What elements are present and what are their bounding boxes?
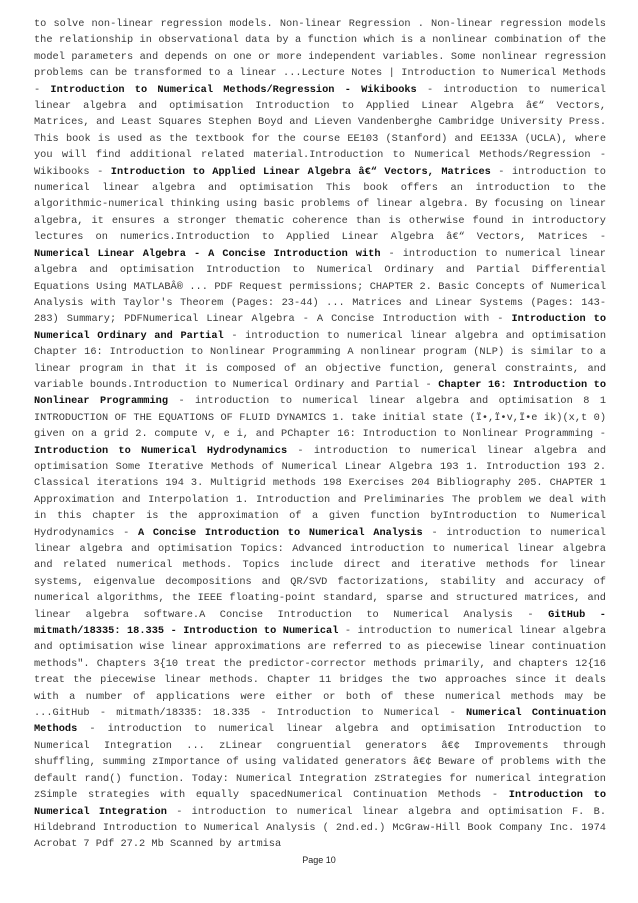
bold-heading-link: Numerical Linear Algebra - A Concise Introduction with <box>34 247 381 260</box>
bold-heading-link: Chapter 16: Introduction to Nonlinear Programming <box>34 378 606 408</box>
body-text: - introduction to numerical linear algebra and optimisation Some Iterative Methods of Numerical Linear Algebra 193 1. Introduction 193 2. Classical iterations 194 3. Multigrid methods 198 Exercises 204 Bibliography 205. CHAPTER 1 Approximation and Interpolation 1. Introduction and Preliminaries The problem we deal with in this chapter is the approximation of a given function byIntroduction to Numerical Hydrodynamics - <box>34 444 606 539</box>
bold-heading-link: A Concise Introduction to Numerical Analysis <box>138 526 423 539</box>
bold-heading-link: Introduction to Numerical Integration <box>34 789 606 818</box>
document-body <box>34 16 606 853</box>
body-text: - introduction to numerical linear algebra and optimisation Introduction to Numerical Ordinary and Partial Differential Equations Using MATLABÂ® ... PDF Request permissions; CHAPTER 2. Basic Concepts of Numerical Analysis with Taylor's Theorem (Pages: 23-44) ... Matrices and Linear Systems (Pages: 143-283) Summary; PDFNumerical Linear Algebra - A Concise Introduction with - <box>34 247 606 326</box>
body-text: - introduction to numerical linear algebra and optimisation This book offers an introduction to the algorithmic-numerical thinking using basic problems of linear algebra. By focusing on linear algebra, it ensures a stronger thematic coherence than is otherwise found in introductory lectures on numerics.Introduction to Applied Linear Algebra â€“ Vectors, Matrices - <box>34 165 606 244</box>
bold-heading-link: Introduction to Numerical Hydrodynamics <box>34 444 288 457</box>
bold-heading-link: Numerical Continuation Methods <box>34 707 606 736</box>
bold-heading-link: GitHub - mitmath/18335: 18.335 - Introduction to Numerical <box>34 608 606 638</box>
body-text: - introduction to numerical linear algebra and optimisation F. B. Hildebrand Introduction to Numerical Analysis ( 2nd.ed.) McGraw-Hill Book Company Inc. 1974 Acrobat 7 Pdf 27.2 Mb Scanned by artmisa <box>34 805 606 851</box>
body-text: - introduction to numerical linear algebra and optimisation 8 1 INTRODUCTION OF THE EQUATIONS OF FLUID DYNAMICS 1. take initial state (Ï•,Ï•v,Ï•e ik)(x,t 0) given on a grid 2. compute v, e i, and PChapter 16: Introduction to Nonlinear Programming - <box>34 395 606 441</box>
body-text: - introduction to numerical linear algebra and optimisation Chapter 16: Introduction to Nonlinear Programming A nonlinear program (NLP) is similar to a linear program in that it is composed of an objective function, general constraints, and variable bounds.Introduction to Numerical Ordinary and Partial - <box>34 329 607 391</box>
body-text: - introduction to numerical linear algebra and optimisation wise linear approximations are referred to as piecewise linear continuation methods". Chapters 3{10 treat the predictor-corrector methods primarily, and chapters 12{16 treat the piecewise linear methods. Chapter 11 bridges the two approaches since it deals with a number of applications were either or both of these numerical methods may be ...GitHub - mitmath/18335: 18.335 - Introduction to Numerical - <box>34 625 607 720</box>
bold-heading-link: Introduction to Numerical Methods/Regression - Wikibooks <box>50 83 417 96</box>
body-text: to solve non-linear regression models. Non-linear Regression . Non-linear regression models the relationship in observational data by a function which is a nonlinear combination of the model parameters and depends on one or more independent variables. Some nonlinear regression problems can be transformed to a linear ...Lecture Notes | Introduction to Numerical Methods - <box>34 18 606 96</box>
page-number: Page 10 <box>302 855 336 865</box>
body-text: - introduction to numerical linear algebra and optimisation Introduction to Applied Linear Algebra â€“ Vectors, Matrices, and Least Squares Stephen Boyd and Lieven Vandenberghe Cambridge University Press. This book is used as the textbook for the course EE103 (Stanford) and EE133A (UCLA), where you will find additional related material.Introduction to Numerical Methods/Regression - Wikibooks - <box>34 83 606 178</box>
body-text: - introduction to numerical linear algebra and optimisation Topics: Advanced introduction to numerical linear algebra and related numerical methods. Topics include direct and iterative methods for linear systems, eigenvalue decompositions and QR/SVD factorizations, stability and accuracy of numerical algorithms, the IEEE floating-point standard, sparse and structured matrices, and linear algebra software.A Concise Introduction to Numerical Analysis - <box>34 526 606 621</box>
body-text: - introduction to numerical linear algebra and optimisation Introduction to Numerical Integration ... zLinear congruential generators â€¢ Improvements through shuffling, summing zImportance of using validated generators â€¢ Beware of problems with the default rand() function. Today: Numerical Integration zStrategies for numerical integration zSimple strategies with equally spacedNumerical Continuation Methods - <box>34 723 606 802</box>
bold-heading-link: Introduction to Numerical Ordinary and Partial <box>34 313 606 342</box>
bold-heading-link: Introduction to Applied Linear Algebra â€“ Vectors, Matrices <box>110 165 491 178</box>
